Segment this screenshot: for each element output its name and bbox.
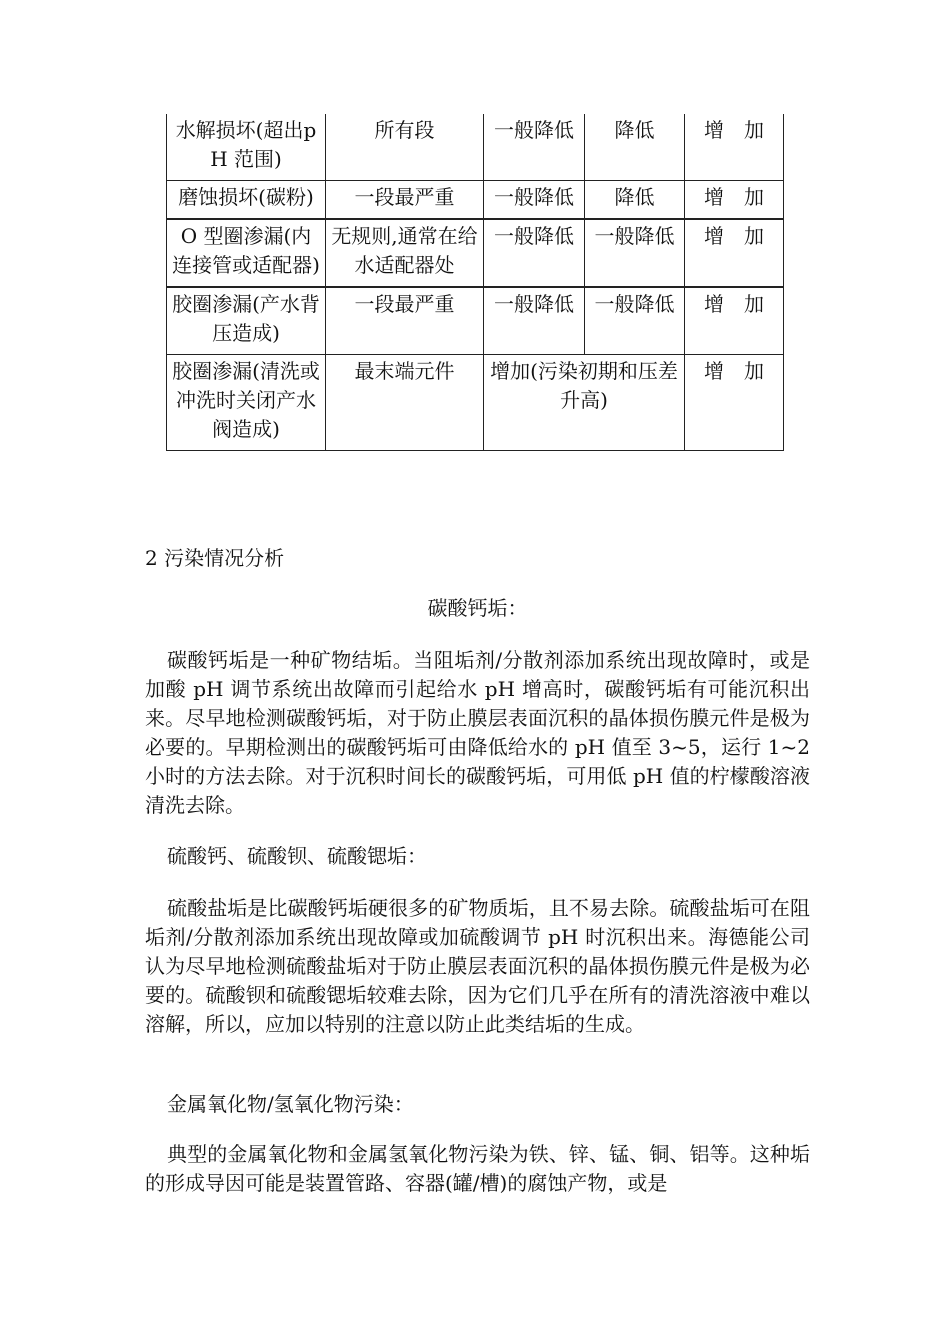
carbonate-title: 碳酸钙垢：	[427, 596, 528, 620]
table-cell: 增 加	[685, 355, 784, 451]
table-row	[167, 114, 784, 181]
table-cell: 增 加	[685, 181, 784, 220]
table-cell: 所有段	[326, 114, 484, 181]
table-cell: 增 加	[685, 287, 784, 355]
table-cell: 增 加	[685, 219, 784, 287]
carbonate-paragraph: 碳酸钙垢是一种矿物结垢。当阻垢剂/分散剂添加系统出现故障时，或是加酸 pH 调节系统出故障而引起给水 pH 增高时，碳酸钙垢有可能沉积出来。尽早地检测碳酸钙垢，对于防止膜层表面沉积的晶体损伤膜元件是极为必要的。早期检测出的碳酸钙垢可由降低给水的 pH 值至 3~5，运行 1~2 小时的方法去除。对于沉积时间长的碳酸钙垢，可用低 pH 值的柠檬酸溶液清洗去除。	[145, 648, 810, 817]
sulfate-paragraph: 硫酸盐垢是比碳酸钙垢硬很多的矿物质垢，且不易去除。硫酸盐垢可在阻垢剂/分散剂添加系统出现故障或加硫酸调节 pH 时沉积出来。海德能公司认为尽早地检测硫酸盐垢对于防止膜层表面沉积的晶体损伤膜元件是极为必要的。硫酸钡和硫酸锶垢较难去除，因为它们几乎在所有的清洗溶液中难以溶解，所以，应加以特别的注意以防止此类结垢的生成。	[145, 896, 810, 1036]
table-cell: 一般降低	[484, 287, 585, 355]
fault-table	[166, 114, 784, 451]
table-cell: 增加(污染初期和压差升高)	[484, 355, 685, 451]
table-cell: 水解损坏(超出pH 范围)	[167, 114, 326, 181]
metal-paragraph: 典型的金属氧化物和金属氢氧化物污染为铁、锌、锰、铜、铝等。这种垢的形成导因可能是装置管路、容器(罐/槽)的腐蚀产物，或是	[145, 1142, 810, 1195]
table-row	[167, 287, 784, 355]
table-cell: 磨蚀损坏(碳粉)	[167, 181, 326, 220]
table-row	[167, 219, 784, 287]
table-cell: 胶圈渗漏(产水背压造成)	[167, 287, 326, 355]
table-cell: 增 加	[685, 114, 784, 181]
table-cell: 一段最严重	[326, 181, 484, 220]
sulfate-title: 硫酸钙、硫酸钡、硫酸锶垢：	[167, 844, 427, 868]
table-cell: 一般降低	[484, 219, 585, 287]
table-cell: 胶圈渗漏(清洗或冲洗时关闭产水阀造成)	[167, 355, 326, 451]
metal-title: 金属氧化物/氢氧化物污染：	[167, 1092, 414, 1116]
table-cell: 无规则,通常在给水适配器处	[326, 219, 484, 287]
table-cell: 一般降低	[484, 114, 585, 181]
table-cell: 最末端元件	[326, 355, 484, 451]
table-cell: 一般降低	[585, 287, 685, 355]
table-cell: O 型圈渗漏(内连接管或适配器)	[167, 219, 326, 287]
section-heading: 2 污染情况分析	[145, 546, 285, 570]
table-cell: 一般降低	[585, 219, 685, 287]
table-cell: 一段最严重	[326, 287, 484, 355]
table-cell: 降低	[585, 114, 685, 181]
table-row	[167, 181, 784, 220]
table-cell: 降低	[585, 181, 685, 220]
table-row	[167, 355, 784, 451]
table-cell: 一般降低	[484, 181, 585, 220]
